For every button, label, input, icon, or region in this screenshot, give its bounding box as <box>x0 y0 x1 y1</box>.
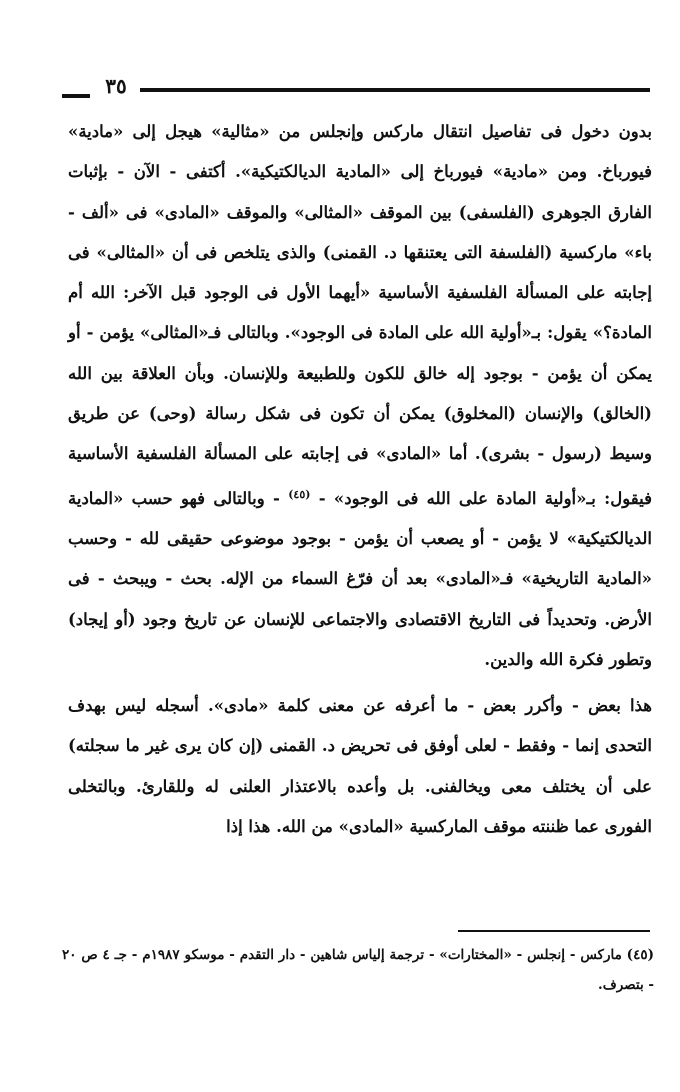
footnote-text: (٤٥) ماركس - إنجلس - «المختارات» - ترجمة إلياس شاهين - دار التقدم - موسكو ١٩٨٧م - جـ ٤ ص ٢٠ - بتصرف. <box>62 947 654 993</box>
paragraph-text-continued: - وبالتالى فهو حسب «المادية الديالكتيكية» لا يؤمن - أو يصعب أن يؤمن - بوجود موضوعى حقيقى لله - وحسب «المادية التاريخية» فـ«المادى» بعد أن فرّغ السماء من الإله. بحث - ويبحث - فى الأرض. وتحديداً فى التاريخ الاقتصادى والاجتماعى للإنسان عن تاريخ وجود (أو إيجاد) وتطور فكرة الله والدين. <box>68 488 652 669</box>
footnote-separator <box>458 930 650 932</box>
page-number: ٣٥ <box>105 74 127 98</box>
footnote-reference: (٤٥) <box>288 487 311 501</box>
paragraph <box>68 112 652 680</box>
body-text <box>68 112 652 847</box>
paragraph-text: بدون دخول فى تفاصيل انتقال ماركس وإنجلس من «مثالية» هيجل إلى «مادية» فيورباخ. ومن «مادية» فيورباخ إلى «المادية الديالكتيكية». أكتفى - الآن - بإثبات الفارق الجوهرى (الفلسفى) بين الموقف «المثالى» والموقف «المادى» فى «ألف - باء» ماركسية (الفلسفة التى يعتنقها د. القمنى) والذى يتلخص فى أن «المثالى» فى إجابته على المسألة الفلسفية الأساسية «أيهما الأول فى الوجود قبل الآخر: الله أم المادة؟» يقول: بـ«أولية الله على المادة فى الوجود». وبالتالى فـ«المثالى» يؤمن - أو يمكن أن يؤمن - بوجود إله خالق للكون وللطبيعة وللإنسان. وبأن العلاقة بين الله (الخالق) والإنسان (المخلوق) يمكن أن تكون فى شكل رسالة (وحى) عن طريق وسيط (رسول - بشرى). أما «المادى» فى إجابته على المسألة الفلسفية الأساسية فيقول: بـ«أولية المادة على الله فى الوجود» - <box>68 122 652 508</box>
header-rule-short <box>62 94 90 98</box>
footnote <box>62 940 654 1000</box>
header-rule <box>140 88 650 92</box>
paragraph: هذا بعض - وأكرر بعض - ما أعرفه عن معنى كلمة «مادى». أسجله ليس بهدف التحدى إنما - وفقط - لعلى أوفق فى تحريض د. القمنى (إن كان يرى غير ما سجلته) على أن يختلف معى ويخالفنى. بل وأعده بالاعتذار العلنى له وللقارئ. وبالتخلى الفورى عما ظننته موقف الماركسية «المادى» من الله. هذا إذا <box>68 696 652 837</box>
